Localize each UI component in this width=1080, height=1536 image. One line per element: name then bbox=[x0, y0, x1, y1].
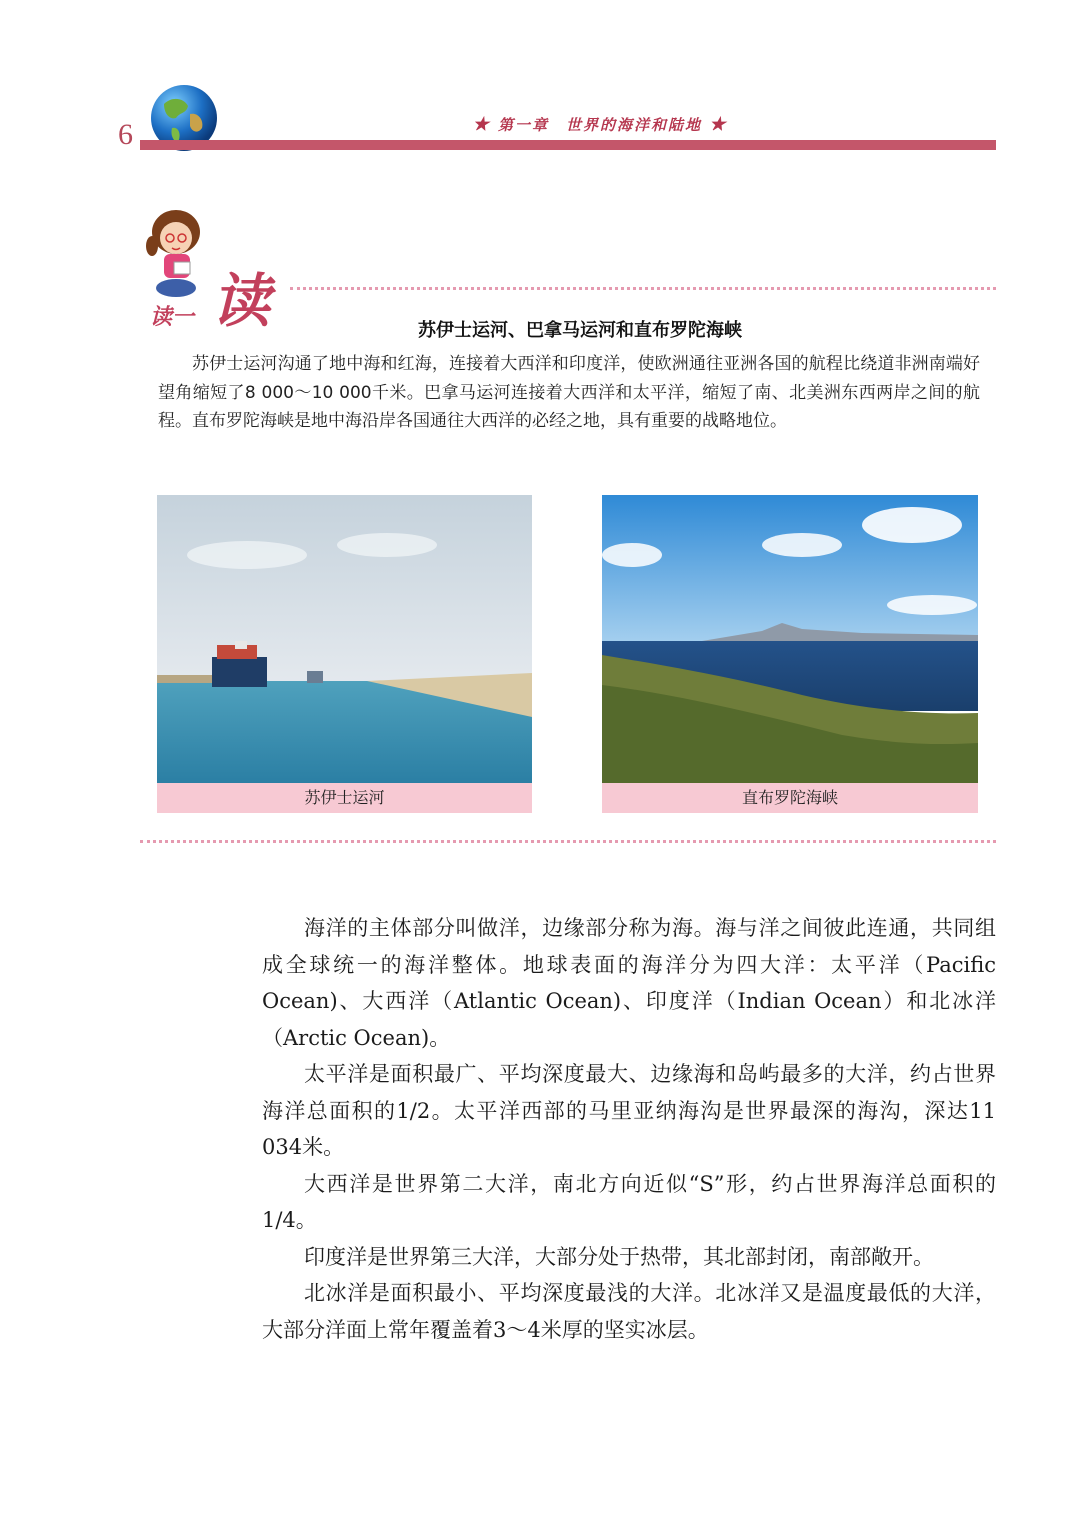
star-icon: ★ bbox=[709, 114, 728, 135]
gibraltar-strait-photo bbox=[602, 495, 978, 783]
header-bar bbox=[140, 140, 996, 150]
suez-canal-caption: 苏伊士运河 bbox=[157, 783, 532, 813]
page-number: 6 bbox=[118, 118, 133, 151]
read-box-title: 苏伊士运河、巴拿马运河和直布罗陀海峡 bbox=[418, 320, 742, 341]
suez-canal-photo bbox=[157, 495, 532, 783]
paragraph-pacific: 太平洋是面积最广、平均深度最大、边缘海和岛屿最多的大洋，约占世界海洋总面积的1/2。太平洋西部的马里亚纳海沟是世界最深的海沟，深达11 034米。 bbox=[262, 1062, 996, 1159]
paragraph-indian: 印度洋是世界第三大洋，大部分处于热带，其北部封闭，南部敞开。 bbox=[304, 1244, 934, 1269]
read-box-text: 苏伊士运河沟通了地中海和红海，连接着大西洋和印度洋，使欧洲通往亚洲各国的航程比绕道非洲南端好望角缩短了8 000～10 000千米。巴拿马运河连接着大西洋和太平洋，缩短了南、北美洲东西两岸之间的航程。直布罗陀海峡是地中海沿岸各国通往大西洋的必经之地，具有重要的战略地位。 bbox=[158, 354, 980, 431]
girl-reading-mascot bbox=[142, 206, 212, 306]
dotted-divider-bottom bbox=[140, 840, 996, 843]
chapter-header bbox=[440, 114, 760, 135]
read-section-glyph: 读 bbox=[212, 267, 271, 335]
gibraltar-strait-caption: 直布罗陀海峡 bbox=[602, 783, 978, 813]
read-section-label: 读一 bbox=[150, 304, 195, 330]
main-body bbox=[262, 910, 996, 1348]
dotted-divider-top bbox=[290, 287, 996, 290]
chapter-title: 第一章 世界的海洋和陆地 bbox=[497, 116, 702, 134]
paragraph-oceans-intro: 海洋的主体部分叫做洋，边缘部分称为海。海与洋之间彼此连通，共同组成全球统一的海洋整体。地球表面的海洋分为四大洋：太平洋（Pacific Ocean)、大西洋（Atlantic Ocean)、印度洋（Indian Ocean）和北冰洋（Arctic Ocean)。 bbox=[262, 916, 996, 1050]
paragraph-atlantic: 大西洋是世界第二大洋，南北方向近似“S”形，约占世界海洋总面积的1/4。 bbox=[262, 1171, 996, 1232]
paragraph-arctic: 北冰洋是面积最小、平均深度最浅的大洋。北冰洋又是温度最低的大洋，大部分洋面上常年覆盖着3～4米厚的坚实冰层。 bbox=[262, 1281, 996, 1342]
star-icon: ★ bbox=[472, 114, 491, 135]
